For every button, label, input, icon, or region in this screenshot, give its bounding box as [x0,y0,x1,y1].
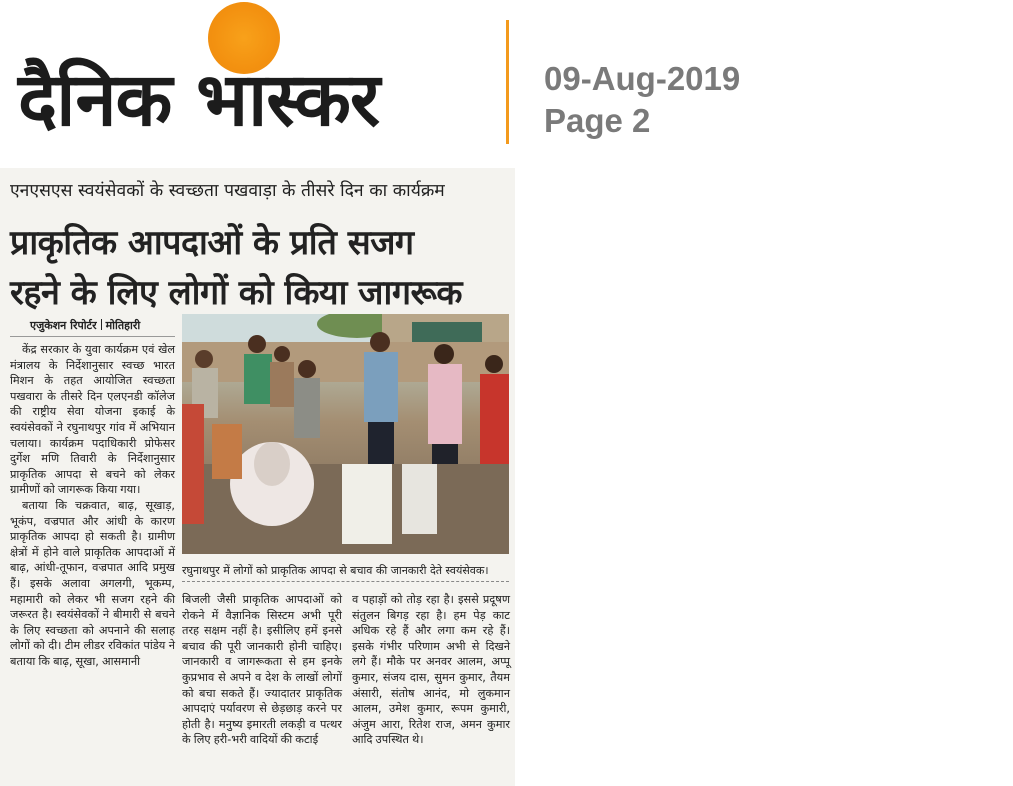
photo-illustration [182,314,509,554]
article-headline [10,218,515,318]
byline-divider [10,336,175,337]
newspaper-masthead [0,0,1013,170]
caption-divider [182,581,509,582]
article-column-2: बिजली जैसी प्राकृतिक आपदाओं को रोकने में वैज्ञानिक सिस्टम अभी पूरी तरह सक्षम नहीं है। इसीलिए हमें इनसे बचाव की पूरी जानकारी होनी चाहिए। जानकारी व जागरूकता से हम इनके कुप्रभाव से अपने व देश के लाखों लोगों को बचा सकते हैं। ज्यादातर प्राकृतिक आपदाएं पर्यावरण से छेड़छाड़ करने पर होती है। मनुष्य इमारती लकड़ी व पत्थर के लिए हरी-भरी वादियों की कटाई [182,593,342,747]
masthead-divider [506,20,509,144]
newspaper-logo: दैनिक भास्कर [18,57,380,143]
article-photo [182,314,509,554]
column-1-paragraph-1: केंद्र सरकार के युवा कार्यक्रम एवं खेल मंत्रालय के निर्देशानुसार स्वच्छ भारत मिशन के तहत आयोजित स्वच्छता पखवारा के तीसरे दिन एलएनडी कॉलेज की राष्ट्रीय सेवा योजना इकाई के स्वयंसेवकों ने रघुनाथपुर गांव में अभियान चलाया। कार्यक्रम पदाधिकारी प्रोफेसर दुर्गेश मणि तिवारी के निर्देशानुसार प्राकृतिक आपदा से बचने को लेकर ग्रामीणों को जागरूक किया गया। [10,343,175,497]
edition-date: 09-Aug-2019 [544,60,741,97]
article-kicker: एनएसएस स्वयंसेवकों के स्वच्छता पखवाड़ा के तीसरे दिन का कार्यक्रम [10,181,445,201]
headline-line-1: प्राकृतिक आपदाओं के प्रति सजग [10,223,414,263]
article-column-1 [10,342,175,669]
byline-separator [101,319,102,330]
byline-place: मोतिहारी [105,319,141,332]
headline-line-2: रहने के लिए लोगों को किया जागरूक [10,273,462,313]
article-column-3: व पहाड़ों को तोड़ रहा है। इससे प्रदूषण संतुलन बिगड़ रहा है। हम पेड़ काट अधिक रहे हैं और लगा कम रहे हैं। इसके गंभीर परिणाम अभी से दिखने लगे हैं। मौके पर अनवर आलम, अप्पू कुमार, संजय दास, सुमन कुमार, तैयम अंसारी, संतोष आनंद, मो लुकमान आलम, उमेश कुमार, रूपम कुमारी, अंजुम आरा, रितेश राज, अमन कुमार आदि उपस्थित थे। [352,593,510,747]
page-number: Page 2 [544,102,651,139]
byline-reporter: एजुकेशन रिपोर्टर [30,319,97,332]
photo-caption: रघुनाथपुर में लोगों को प्राकृतिक आपदा से बचाव की जानकारी देते स्वयंसेवक। [182,564,489,577]
article-byline [30,318,140,333]
column-1-paragraph-2: बताया कि चक्रवात, बाढ़, सूखाड़, भूकंप, वज्रपात और आंधी के कारण प्राकृतिक आपदा हो सकती है। ग्रामीण क्षेत्रों में होने वाले प्राकृतिक आपदाओं में बाढ़, आंधी-तूफान, वज्रपात आदि प्रमुख हैं। इसके अलावा अगलगी, भूकम्प, महामारी को लेकर भी सजग रहने की जरूरत है। स्वयंसेवकों ने बीमारी से बचने के लिए स्वच्छता को अपनाने की सलाह लोगों को दी। टीम लीडर रविकांत पांडेय ने बताया कि बाढ़, सूखा, आसमानी [10,498,175,668]
article-clipping [0,168,515,786]
